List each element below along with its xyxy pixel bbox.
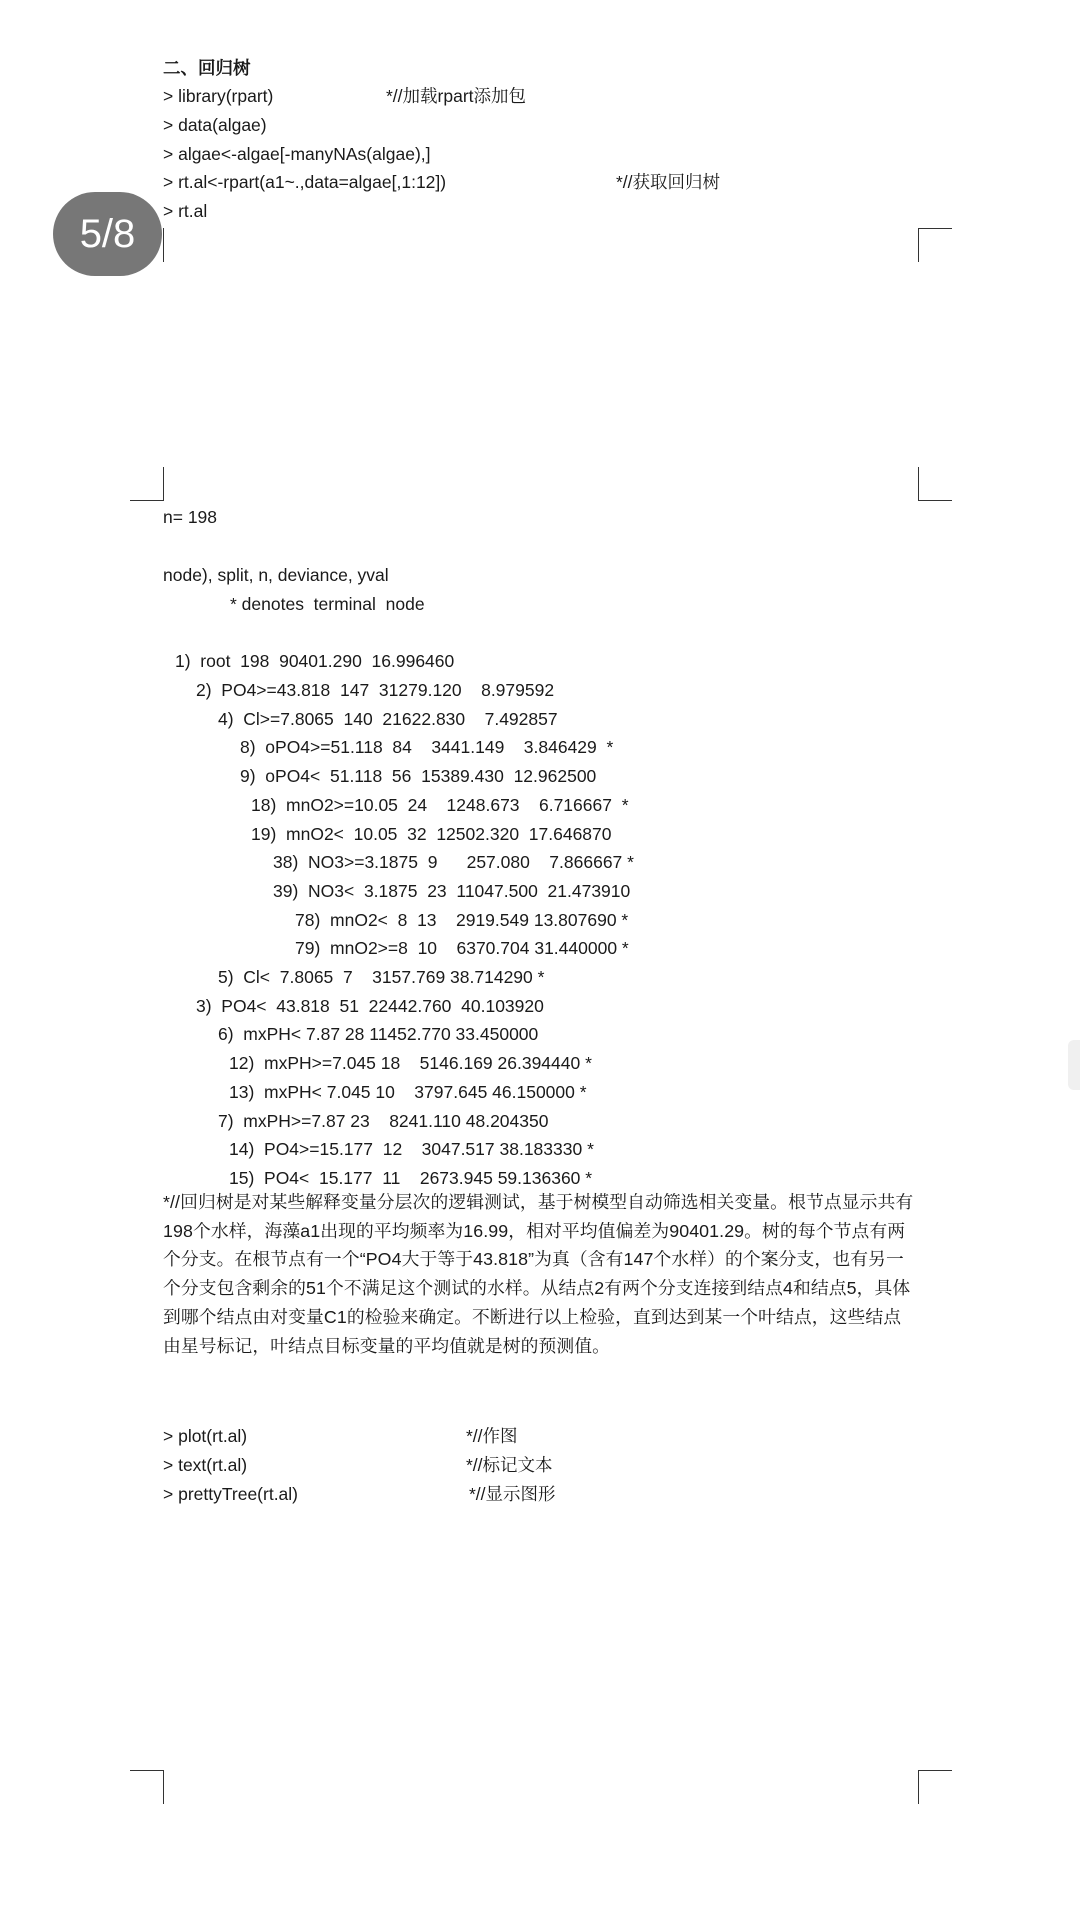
code-line: > data(algae) — [163, 115, 267, 135]
tree-node-line: 2) PO4>=43.818 147 31279.120 8.979592 — [196, 680, 555, 700]
tree-node-line: 7) mxPH>=7.87 23 8241.110 48.204350 — [218, 1111, 549, 1131]
tree-node-line: 5) Cl< 7.8065 7 3157.769 38.714290 * — [218, 967, 545, 987]
tree-node-line: 78) mnO2< 8 13 2919.549 13.807690 * — [295, 910, 629, 930]
code-comment: *//标记文本 — [466, 1455, 553, 1475]
tree-node-line: 13) mxPH< 7.045 10 3797.645 46.150000 * — [229, 1082, 587, 1102]
crop-mark-lower-left — [130, 1770, 164, 1804]
code-comment: *//获取回归树 — [616, 172, 721, 192]
tree-node-line: 14) PO4>=15.177 12 3047.517 38.183330 * — [229, 1139, 594, 1159]
tree-node-line: 12) mxPH>=7.045 18 5146.169 26.394440 * — [229, 1053, 592, 1073]
tree-node-line: 38) NO3>=3.1875 9 257.080 7.866667 * — [273, 852, 634, 872]
tree-node-line: 79) mnO2>=8 10 6370.704 31.440000 * — [295, 938, 629, 958]
code-comment: *//显示图形 — [469, 1484, 556, 1504]
output-legend: * denotes terminal node — [230, 594, 425, 614]
tree-node-line: 9) oPO4< 51.118 56 15389.430 12.962500 — [240, 766, 597, 786]
explanation-paragraph: *//回归树是对某些解释变量分层次的逻辑测试，基于树模型自动筛选相关变量。根节点显示共有198个水样，海藻a1出现的平均频率为16.99，相对平均值偏差为90401.29。树的每个节点有两个分支。在根节点有一个“PO4大于等于43.818”为真（含有147个水样）的个案分支，也有另一个分支包含剩余的51个不满足这个测试的水样。从结点2有两个分支连接到结点4和结点5，具体到哪个结点由对变量C1的检验来确定。不断进行以上检验，直到达到某一个叶结点，这些结点由星号标记，叶结点目标变量的平均值就是树的预测值。 — [163, 1192, 914, 1356]
crop-mark-bottom-right — [918, 467, 952, 501]
tree-node-line: 4) Cl>=7.8065 140 21622.830 7.492857 — [218, 709, 558, 729]
code-line: > algae<-algae[-manyNAs(algae),] — [163, 144, 431, 164]
section-title: 二、回归树 — [163, 58, 251, 78]
code-line: > library(rpart) — [163, 86, 274, 106]
tree-node-line: 18) mnO2>=10.05 24 1248.673 6.716667 * — [251, 795, 629, 815]
output-header: node), split, n, deviance, yval — [163, 565, 389, 585]
output-n: n= 198 — [163, 507, 218, 527]
tree-node-line: 3) PO4< 43.818 51 22442.760 40.103920 — [196, 996, 544, 1016]
code-line: > prettyTree(rt.al) — [163, 1484, 299, 1504]
tree-node-line: 8) oPO4>=51.118 84 3441.149 3.846429 * — [240, 737, 614, 757]
tree-node-line: 6) mxPH< 7.87 28 11452.770 33.450000 — [218, 1024, 539, 1044]
crop-mark-bottom-left — [130, 467, 164, 501]
crop-mark-top-left — [130, 228, 164, 262]
crop-mark-lower-right — [918, 1770, 952, 1804]
tree-node-line: 1) root 198 90401.290 16.996460 — [175, 651, 455, 671]
page-indicator-badge: 5/8 — [53, 192, 162, 276]
tree-node-line: 15) PO4< 15.177 11 2673.945 59.136360 * — [229, 1168, 593, 1188]
code-line: > plot(rt.al) — [163, 1426, 248, 1446]
tree-node-line: 39) NO3< 3.1875 23 11047.500 21.473910 — [273, 881, 631, 901]
crop-mark-top-right — [918, 228, 952, 262]
side-pull-handle[interactable] — [1068, 1040, 1080, 1090]
tree-node-line: 19) mnO2< 10.05 32 12502.320 17.646870 — [251, 824, 612, 844]
code-line: > rt.al<-rpart(a1~.,data=algae[,1:12]) — [163, 172, 447, 192]
code-comment: *//加载rpart添加包 — [386, 86, 527, 106]
code-line: > text(rt.al) — [163, 1455, 248, 1475]
code-comment: *//作图 — [466, 1426, 518, 1446]
code-line: > rt.al — [163, 201, 208, 221]
